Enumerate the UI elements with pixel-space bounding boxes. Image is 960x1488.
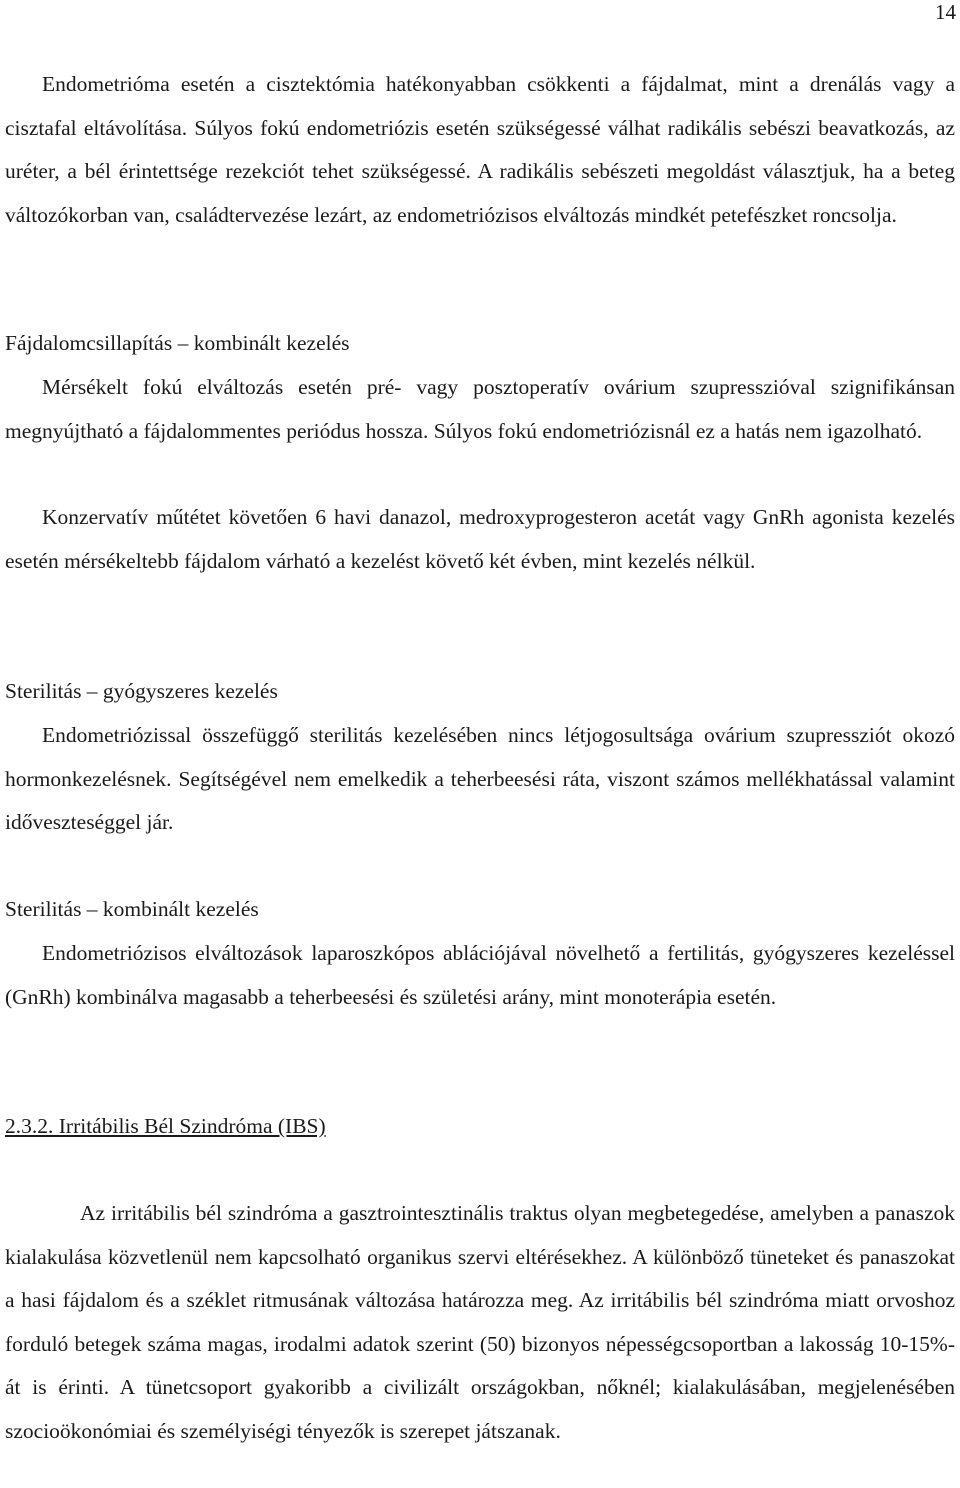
page-number: 14 xyxy=(935,0,956,24)
paragraph-sterility-combined: Endometriózisos elváltozások laparoszkópos ablációjával növelhető a fertilitás, gyógyszeres kezeléssel (GnRh) kombinálva magasabb a teherbeesési és születési arány, mint monoterápia esetén. xyxy=(5,941,955,1009)
paragraph-endometrioma-surgery: Endometrióma esetén a cisztektómia hatékonyabban csökkenti a fájdalmat, mint a drenálás vagy a cisztafal eltávolítása. Súlyos fokú endometriózis esetén szükségessé válhat radikális sebészi beavatkozás, az uréter, a bél érintettsége rezekciót tehet szükségessé. A radikális sebészeti megoldást választjuk, ha a beteg változókorban van, családtervezése lezárt, az endometriózisos elváltozás mindkét petefészket roncsolja. xyxy=(5,72,955,227)
paragraph-moderate-lesion: Mérsékelt fokú elváltozás esetén pré- vagy posztoperatív ovárium szupresszióval szignifikánsan megnyújtható a fájdalommentes periódus hossza. Súlyos fokú endometriózisnál ez a hatás nem igazolható. xyxy=(5,375,955,443)
paragraph-conservative-surgery: Konzervatív műtétet követően 6 havi danazol, medroxyprogesteron acetát vagy GnRh agonista kezelés esetén mérsékeltebb fájdalom várható a kezelést követő két évben, mint kezelés nélkül. xyxy=(5,505,955,573)
heading-sterility-combined: Sterilitás – kombinált kezelés xyxy=(5,897,259,921)
heading-sterility-drug: Sterilitás – gyógyszeres kezelés xyxy=(5,679,278,703)
paragraph-ibs: Az irritábilis bél szindróma a gasztrointesztinális traktus olyan megbetegedése, amelyben a panaszok kialakulása közvetlenül nem kapcsolható organikus szervi eltérésekhez. A különböző tüneteket és panaszokat a hasi fájdalom és a széklet ritmusának változása határozza meg. Az irritábilis bél szindróma miatt orvoshoz forduló betegek száma magas, irodalmi adatok szerint (50) bizonyos népességcsoportban a lakosság 10-15%-át is érinti. A tünetcsoport gyakoribb a civilizált országokban, nőknél; kialakulásában, megjelenésében szocioökonómiai és személyiségi tényezők is szerepet játszanak. xyxy=(5,1201,955,1443)
section-heading-ibs: 2.3.2. Irritábilis Bél Szindróma (IBS) xyxy=(5,1114,326,1138)
heading-pain-relief-combined: Fájdalomcsillapítás – kombinált kezelés xyxy=(5,331,350,355)
paragraph-sterility-drug: Endometriózissal összefüggő sterilitás kezelésében nincs létjogosultsága ovárium szupressziót okozó hormonkezelésnek. Segítségével nem emelkedik a teherbeesési ráta, viszont számos mellékhatással valamint időveszteséggel jár. xyxy=(5,723,955,834)
